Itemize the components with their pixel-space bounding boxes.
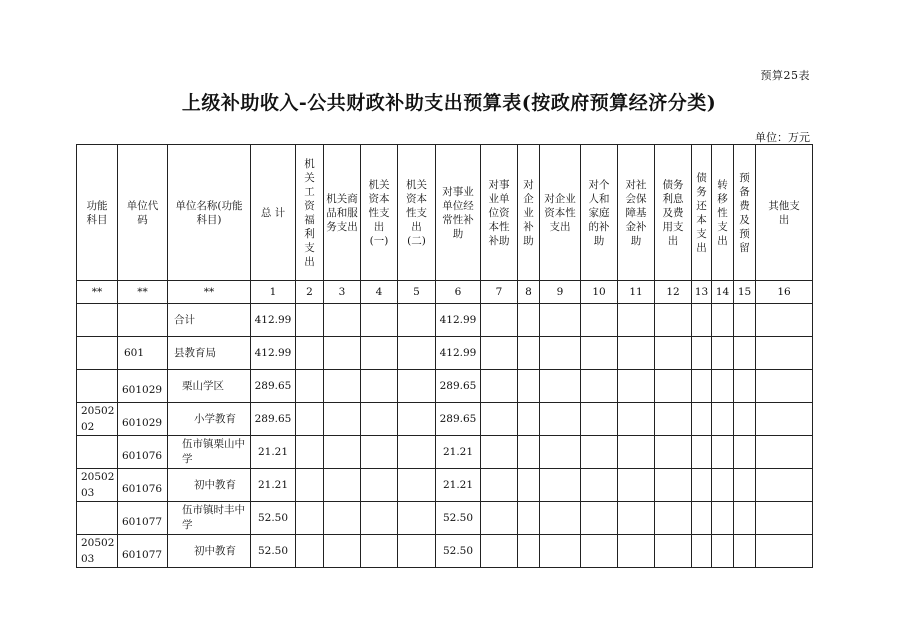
- form-number: 预算25表: [760, 69, 810, 82]
- colno-cell: 1: [251, 281, 296, 304]
- unit-name: 初中教育: [194, 544, 236, 557]
- header-col-5: 机关资本性支出(二): [398, 145, 436, 281]
- value-cell-col-11: [618, 304, 655, 337]
- unit-name-cell: [168, 337, 251, 370]
- value-cell-col-10: [581, 535, 618, 568]
- unit-name-cell: [168, 502, 251, 535]
- header-total: 总 计: [251, 145, 296, 281]
- value-cell-col-12: [655, 403, 692, 436]
- value-cell-col-6: 52.50: [436, 502, 481, 535]
- unit-code-cell: [118, 535, 168, 568]
- value-cell-col-10: [581, 436, 618, 469]
- value-cell-col-9: [540, 436, 581, 469]
- value-cell-col-8: [518, 436, 540, 469]
- value-cell-col-5: [398, 370, 436, 403]
- value-cell-col-16: [756, 502, 813, 535]
- value-cell-col-14: [712, 469, 734, 502]
- value-cell-col-16: [756, 370, 813, 403]
- colno-cell: 15: [734, 281, 756, 304]
- header-col-3: 机关商品和服务支出: [324, 145, 361, 281]
- value-cell-col-6: 289.65: [436, 370, 481, 403]
- unit-name-cell: [168, 436, 251, 469]
- value-cell-col-12: [655, 502, 692, 535]
- value-cell-col-14: [712, 370, 734, 403]
- table-row: [77, 403, 813, 436]
- value-cell-col-15: [734, 370, 756, 403]
- value-cell-col-13: [692, 370, 712, 403]
- unit-name: 小学教育: [194, 412, 236, 425]
- func-code-cell: [77, 502, 118, 535]
- header-col-9: 对企业资本性支出: [540, 145, 581, 281]
- func-code-bottom: 03: [81, 553, 95, 565]
- header-col-14: 转移性支出: [712, 145, 734, 281]
- value-cell-col-2: [296, 502, 324, 535]
- colno-cell: **: [168, 281, 251, 304]
- total-cell: 52.50: [251, 535, 296, 568]
- value-cell-col-15: [734, 304, 756, 337]
- unit-name-cell: [168, 535, 251, 568]
- total-cell: 289.65: [251, 403, 296, 436]
- value-cell-col-6: 21.21: [436, 436, 481, 469]
- value-cell-col-4: [361, 304, 398, 337]
- unit-name-cell: [168, 304, 251, 337]
- value-cell-col-8: [518, 337, 540, 370]
- unit-name-cell: [168, 469, 251, 502]
- unit-name: 初中教育: [194, 478, 236, 491]
- value-cell-col-5: [398, 469, 436, 502]
- value-cell-col-13: [692, 436, 712, 469]
- table-row: [77, 436, 813, 469]
- value-cell-col-2: [296, 304, 324, 337]
- value-cell-col-7: [481, 502, 518, 535]
- func-code-top: 20502: [81, 405, 115, 417]
- func-code-cell: [77, 370, 118, 403]
- value-cell-col-15: [734, 469, 756, 502]
- page-title: 上级补助收入-公共财政补助支出预算表(按政府预算经济分类): [181, 92, 717, 114]
- colno-cell: 13: [692, 281, 712, 304]
- value-cell-col-4: [361, 370, 398, 403]
- value-cell-col-9: [540, 304, 581, 337]
- value-cell-col-5: [398, 403, 436, 436]
- unit-code: 601029: [122, 384, 163, 396]
- value-cell-col-9: [540, 535, 581, 568]
- value-cell-col-16: [756, 535, 813, 568]
- value-cell-col-9: [540, 469, 581, 502]
- value-cell-col-4: [361, 403, 398, 436]
- value-cell-col-7: [481, 535, 518, 568]
- value-cell-col-6: 21.21: [436, 469, 481, 502]
- value-cell-col-13: [692, 535, 712, 568]
- unit-name: 合计: [174, 313, 195, 326]
- unit-code-cell: [118, 469, 168, 502]
- budget-table: [76, 144, 813, 568]
- value-cell-col-2: [296, 436, 324, 469]
- value-cell-col-8: [518, 304, 540, 337]
- colno-cell: **: [77, 281, 118, 304]
- total-cell: 412.99: [251, 304, 296, 337]
- colno-cell: 5: [398, 281, 436, 304]
- colno-cell: 11: [618, 281, 655, 304]
- value-cell-col-11: [618, 469, 655, 502]
- value-cell-col-11: [618, 535, 655, 568]
- value-cell-col-10: [581, 304, 618, 337]
- total-cell: 52.50: [251, 502, 296, 535]
- colno-cell: 10: [581, 281, 618, 304]
- func-code-cell: [77, 469, 118, 502]
- unit-code: 601077: [122, 549, 163, 561]
- value-cell-col-11: [618, 337, 655, 370]
- value-cell-col-2: [296, 403, 324, 436]
- value-cell-col-12: [655, 535, 692, 568]
- header-row: [77, 145, 813, 281]
- header-unit-code: 单位代码: [118, 145, 168, 281]
- header-col-16: 其他支出: [756, 145, 813, 281]
- value-cell-col-12: [655, 304, 692, 337]
- unit-name: 县教育局: [174, 346, 216, 359]
- value-cell-col-11: [618, 370, 655, 403]
- value-cell-col-13: [692, 337, 712, 370]
- value-cell-col-13: [692, 403, 712, 436]
- table-row: [77, 304, 813, 337]
- total-cell: 289.65: [251, 370, 296, 403]
- total-cell: 21.21: [251, 436, 296, 469]
- func-code-top: 20502: [81, 471, 115, 483]
- value-cell-col-10: [581, 337, 618, 370]
- table-row: [77, 469, 813, 502]
- value-cell-col-9: [540, 502, 581, 535]
- func-code-bottom: 03: [81, 487, 95, 499]
- value-cell-col-10: [581, 502, 618, 535]
- header-col-10: 对个人和家庭的补助: [581, 145, 618, 281]
- value-cell-col-14: [712, 436, 734, 469]
- value-cell-col-9: [540, 403, 581, 436]
- header-func-code: 功能科目: [77, 145, 118, 281]
- func-code-cell: [77, 304, 118, 337]
- func-code-top: 20502: [81, 537, 115, 549]
- value-cell-col-7: [481, 370, 518, 403]
- value-cell-col-8: [518, 370, 540, 403]
- value-cell-col-3: [324, 403, 361, 436]
- unit-code-cell: [118, 502, 168, 535]
- value-cell-col-15: [734, 337, 756, 370]
- value-cell-col-4: [361, 337, 398, 370]
- colno-cell: 9: [540, 281, 581, 304]
- func-code-cell: [77, 337, 118, 370]
- value-cell-col-4: [361, 535, 398, 568]
- header-col-11: 对社会保障基金补助: [618, 145, 655, 281]
- unit-name-cell: [168, 370, 251, 403]
- func-code-cell: [77, 403, 118, 436]
- value-cell-col-11: [618, 502, 655, 535]
- value-cell-col-4: [361, 436, 398, 469]
- total-cell: 21.21: [251, 469, 296, 502]
- value-cell-col-16: [756, 304, 813, 337]
- value-cell-col-7: [481, 337, 518, 370]
- value-cell-col-15: [734, 436, 756, 469]
- value-cell-col-15: [734, 535, 756, 568]
- table-row: [77, 535, 813, 568]
- value-cell-col-8: [518, 403, 540, 436]
- value-cell-col-16: [756, 337, 813, 370]
- column-number-row: [77, 281, 813, 304]
- value-cell-col-3: [324, 469, 361, 502]
- value-cell-col-11: [618, 436, 655, 469]
- unit-name: 栗山学区: [182, 379, 224, 392]
- header-col-15: 预备费及预留: [734, 145, 756, 281]
- unit-name-cell: [168, 403, 251, 436]
- value-cell-col-8: [518, 469, 540, 502]
- func-code-cell: [77, 535, 118, 568]
- value-cell-col-7: [481, 469, 518, 502]
- value-cell-col-12: [655, 370, 692, 403]
- value-cell-col-3: [324, 337, 361, 370]
- value-cell-col-5: [398, 502, 436, 535]
- colno-cell: 12: [655, 281, 692, 304]
- colno-cell: 3: [324, 281, 361, 304]
- value-cell-col-5: [398, 337, 436, 370]
- table-row: [77, 502, 813, 535]
- header-col-13: 债务还本支出: [692, 145, 712, 281]
- value-cell-col-6: 412.99: [436, 337, 481, 370]
- value-cell-col-14: [712, 304, 734, 337]
- header-col-2: 机关工资福利支出: [296, 145, 324, 281]
- func-code-bottom: 02: [81, 421, 95, 433]
- header-col-6: 对事业单位经常性补助: [436, 145, 481, 281]
- unit-code-cell: [118, 370, 168, 403]
- colno-cell: 2: [296, 281, 324, 304]
- value-cell-col-5: [398, 436, 436, 469]
- unit-code: 601076: [122, 450, 163, 462]
- value-cell-col-5: [398, 535, 436, 568]
- func-code-cell: [77, 436, 118, 469]
- colno-cell: **: [118, 281, 168, 304]
- unit-code-cell: [118, 403, 168, 436]
- value-cell-col-13: [692, 304, 712, 337]
- value-cell-col-8: [518, 502, 540, 535]
- unit-name: 伍市镇栗山中学: [182, 438, 245, 465]
- value-cell-col-2: [296, 469, 324, 502]
- value-cell-col-14: [712, 502, 734, 535]
- header-col-12: 债务利息及费用支出: [655, 145, 692, 281]
- value-cell-col-10: [581, 370, 618, 403]
- value-cell-col-14: [712, 337, 734, 370]
- unit-code: 601029: [122, 417, 163, 429]
- unit-label: 单位：万元: [755, 131, 810, 144]
- table-row: [77, 370, 813, 403]
- colno-cell: 16: [756, 281, 813, 304]
- value-cell-col-3: [324, 436, 361, 469]
- value-cell-col-15: [734, 403, 756, 436]
- value-cell-col-7: [481, 436, 518, 469]
- value-cell-col-10: [581, 469, 618, 502]
- total-cell: 412.99: [251, 337, 296, 370]
- unit-code: 601076: [122, 483, 163, 495]
- value-cell-col-9: [540, 370, 581, 403]
- unit-code: 601077: [122, 516, 163, 528]
- value-cell-col-10: [581, 403, 618, 436]
- value-cell-col-16: [756, 436, 813, 469]
- value-cell-col-3: [324, 535, 361, 568]
- value-cell-col-12: [655, 337, 692, 370]
- value-cell-col-14: [712, 403, 734, 436]
- value-cell-col-12: [655, 469, 692, 502]
- header-unit-name: 单位名称(功能科目): [168, 145, 251, 281]
- value-cell-col-13: [692, 502, 712, 535]
- value-cell-col-7: [481, 403, 518, 436]
- value-cell-col-13: [692, 469, 712, 502]
- unit-code-cell: [118, 436, 168, 469]
- table-row: [77, 337, 813, 370]
- header-col-8: 对企业补助: [518, 145, 540, 281]
- value-cell-col-2: [296, 535, 324, 568]
- header-col-7: 对事业单位资本性补助: [481, 145, 518, 281]
- value-cell-col-3: [324, 502, 361, 535]
- colno-cell: 4: [361, 281, 398, 304]
- value-cell-col-12: [655, 436, 692, 469]
- unit-code-cell: [118, 304, 168, 337]
- value-cell-col-2: [296, 370, 324, 403]
- value-cell-col-9: [540, 337, 581, 370]
- unit-name: 伍市镇时丰中学: [182, 504, 245, 531]
- value-cell-col-16: [756, 403, 813, 436]
- value-cell-col-4: [361, 502, 398, 535]
- value-cell-col-6: 412.99: [436, 304, 481, 337]
- value-cell-col-14: [712, 535, 734, 568]
- value-cell-col-15: [734, 502, 756, 535]
- value-cell-col-6: 52.50: [436, 535, 481, 568]
- value-cell-col-4: [361, 469, 398, 502]
- value-cell-col-16: [756, 469, 813, 502]
- unit-code-cell: [118, 337, 168, 370]
- colno-cell: 6: [436, 281, 481, 304]
- colno-cell: 14: [712, 281, 734, 304]
- colno-cell: 8: [518, 281, 540, 304]
- value-cell-col-3: [324, 370, 361, 403]
- value-cell-col-5: [398, 304, 436, 337]
- value-cell-col-6: 289.65: [436, 403, 481, 436]
- value-cell-col-11: [618, 403, 655, 436]
- value-cell-col-2: [296, 337, 324, 370]
- header-col-4: 机关资本性支出(一): [361, 145, 398, 281]
- colno-cell: 7: [481, 281, 518, 304]
- unit-code: 601: [124, 346, 145, 359]
- value-cell-col-7: [481, 304, 518, 337]
- value-cell-col-3: [324, 304, 361, 337]
- value-cell-col-8: [518, 535, 540, 568]
